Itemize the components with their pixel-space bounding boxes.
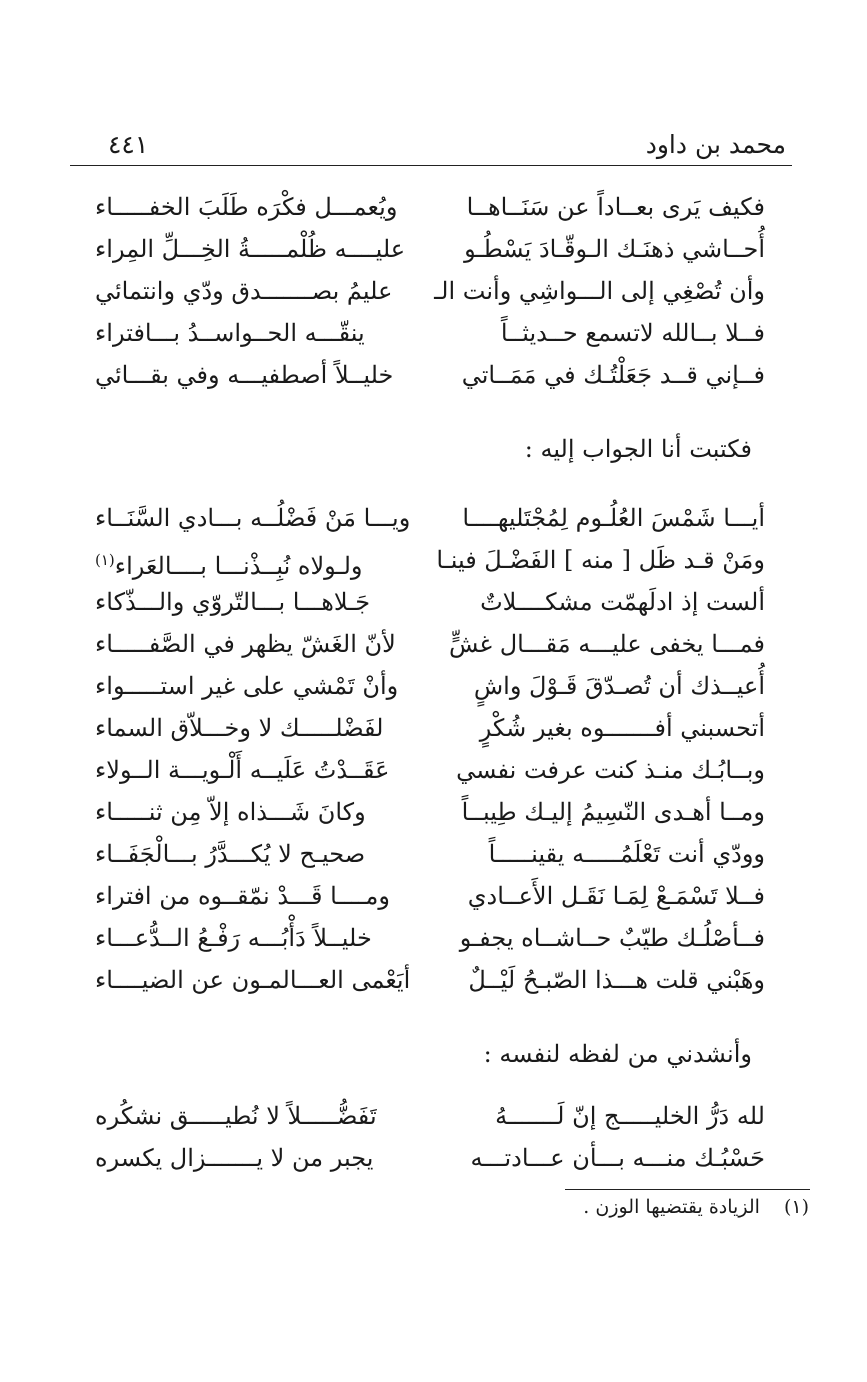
second-hemistich: وأنْ تَمْشي على غير استـــــواء [95, 672, 399, 700]
running-title: محمد بن داود [645, 130, 786, 159]
second-hemistich: عَقَــدْتُ عَلَيــه أَلْـويـــة الــولاء [95, 756, 390, 784]
first-hemistich: ومــا أهـدى النّسِيمُ إليـك طِيبــاً [461, 798, 765, 826]
verse-line [95, 354, 765, 396]
second-hemistich: جَـلاهـــا بـــالتّروّي والـــذّكاء [95, 588, 371, 616]
first-hemistich: ومَنْ قـد ظَل [ منه ] الفَضْـلَ فينـا [436, 546, 765, 574]
footnote-marker: (١) [95, 551, 115, 569]
second-hemistich: خليــلاً دَأْبُـــه رَفْـعُ الــدُّعـــاء [95, 924, 372, 952]
first-hemistich: حَسْبُـك منـــه بـــأن عـــادتـــه [470, 1144, 765, 1172]
footnote-rule [565, 1189, 810, 1190]
poem-stanza-2 [95, 497, 765, 1001]
verse-line [95, 917, 765, 959]
verse-line [95, 1137, 765, 1179]
first-hemistich: وأن تُصْغِي إلى الـــواشِي وأنت الـ [434, 277, 765, 305]
verse-line [95, 228, 765, 270]
first-hemistich: وهَبْني قلت هـــذا الصّبـحُ لَيْــلٌ [468, 966, 765, 994]
first-hemistich: لله دَرُّ الخليـــــج إنّ لَـــــــهُ [495, 1102, 765, 1130]
verse-line [95, 312, 765, 354]
verse-line [95, 833, 765, 875]
first-hemistich: وودّي أنت تَعْلَمُـــــه يقينـــــاً [488, 840, 765, 868]
page-number: ٤٤١ [108, 130, 149, 159]
verse-line [95, 791, 765, 833]
second-hemistich: ويـــا مَنْ فَضْلُــه بـــادي السَّنَــاء [95, 504, 411, 532]
verse-line [95, 623, 765, 665]
second-hemistich: وكانَ شَـــذاه إلاّ مِن ثنـــــاء [95, 798, 366, 826]
verse-line [95, 539, 765, 581]
second-hemistich: تَفَضُّـــــلاً لا نُطيـــــق نشكُره [95, 1102, 377, 1130]
prose-line-reply: فكتبت أنا الجواب إليه : [524, 435, 752, 463]
first-hemistich: فمـــا يخفى عليـــه مَقـــال غشٍّ [448, 630, 765, 658]
first-hemistich: أُعيــذك أن تُصـدّقَ قَـوْلَ واشٍ [473, 672, 765, 700]
second-hemistich: يجبر من لا يـــــــزال يكسره [95, 1144, 374, 1172]
second-hemistich: أيَعْمى العـــالمـون عن الضيــــاء [95, 966, 411, 994]
first-hemistich: فــأصْلُـك طيّبٌ حــاشــاه يجفـو [459, 924, 765, 952]
verse-line [95, 875, 765, 917]
verse-line [95, 186, 765, 228]
verse-line [95, 581, 765, 623]
first-hemistich: وبــابُـك منـذ كنت عرفت نفسي [456, 756, 765, 784]
page-header [70, 128, 792, 168]
verse-line [95, 270, 765, 312]
verse-line [95, 497, 765, 539]
first-hemistich: فــلا تَسْمَـعْ لِمَـا نَقَـل الأَعــادي [467, 882, 765, 910]
second-hemistich: خليــلاً أصطفيـــه وفي بقـــائي [95, 361, 394, 389]
first-hemistich: أُحــاشي ذهنَـك الـوقّـادَ يَسْطُـو [464, 235, 765, 263]
first-hemistich: ألست إذ ادلَهمّت مشكــــلاتٌ [480, 588, 765, 616]
footnote-text: الزيادة يقتضيها الوزن . [583, 1196, 760, 1218]
first-hemistich: فكيف يَرى بعــاداً عن سَنَــاهــا [466, 193, 765, 221]
second-hemistich: لفَضْلـــــك لا وخـــلاّق السماء [95, 714, 384, 742]
footnote-number: (١) [783, 1196, 809, 1218]
verse-line [95, 1095, 765, 1137]
second-hemistich: لأنّ الغَشّ يظهر في الصَّفـــــاء [95, 630, 396, 658]
verse-line [95, 749, 765, 791]
second-hemistich: ومــــا قَـــدْ نمّقــوه من افتراء [95, 882, 390, 910]
second-hemistich: عليمُ بصـــــــدق ودّي وانتمائي [95, 277, 393, 305]
first-hemistich: فــلا بــالله لاتسمع حــديثــاً [500, 319, 765, 347]
footnote [583, 1196, 809, 1218]
first-hemistich: فــإني قــد جَعَلْتُـك في مَمَــاتي [461, 361, 765, 389]
second-hemistich: عليــــه ظُلْمـــــةُ الخِـــلِّ المِراء [95, 235, 406, 263]
second-hemistich [95, 539, 363, 587]
first-hemistich: أيـــا شَمْسَ العُلُـوم لِمُجْتَليهــــا [462, 504, 765, 532]
header-rule [70, 165, 792, 166]
second-hemistich: ويُعمـــل فكْرَه طَلَبَ الخفـــــاء [95, 193, 398, 221]
poem-stanza-1 [95, 186, 765, 396]
poem-stanza-3 [95, 1095, 765, 1179]
verse-line [95, 707, 765, 749]
verse-line [95, 959, 765, 1001]
prose-line-recited: وأنشدني من لفظه لنفسه : [483, 1040, 752, 1068]
hemistich-text: ولـولاه نُبِــذْنـــا بــــالعَراء [114, 552, 363, 580]
first-hemistich: أتحسبني أفـــــــوه بغير شُكْرٍ [479, 714, 765, 742]
verse-line [95, 665, 765, 707]
second-hemistich: صحيـح لا يُكـــدَّرُ بـــالْجَفَــاء [95, 840, 366, 868]
second-hemistich: ينقّـــه الحــواســدُ بـــافتراء [95, 319, 365, 347]
